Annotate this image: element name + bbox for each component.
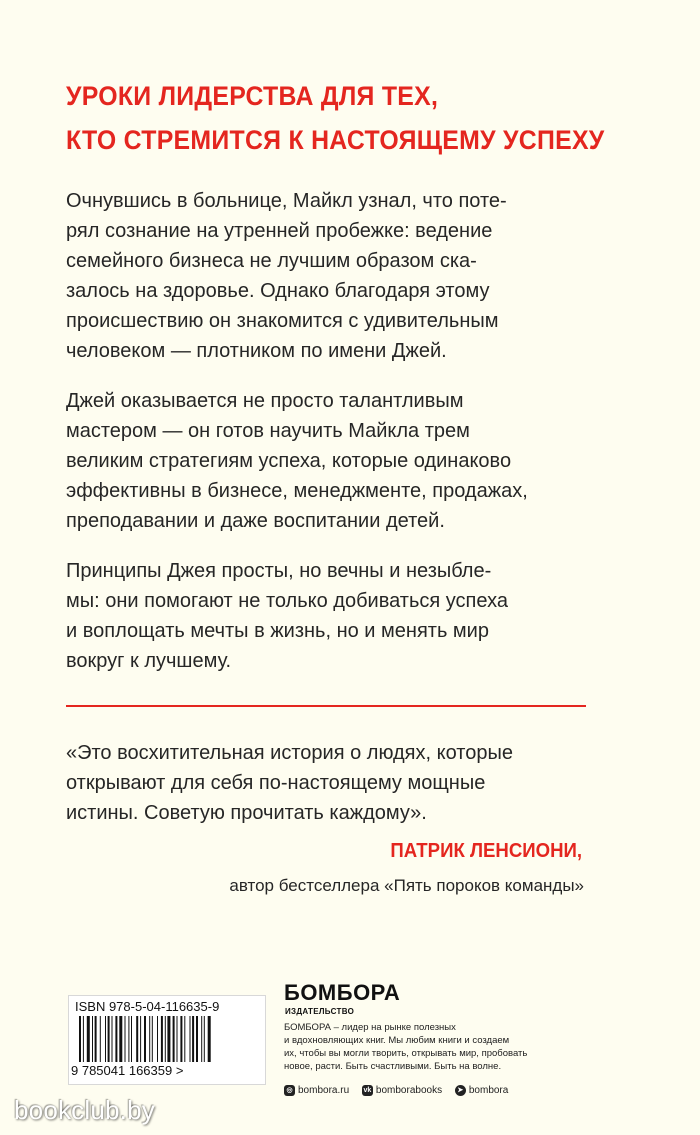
instagram-icon: ◎ — [284, 1085, 295, 1096]
barcode-digits: 9 785041 166359 > — [71, 1063, 184, 1078]
barcode-bar — [204, 1016, 205, 1062]
text-line: великим стратегиям успеха, которые одинаково — [66, 450, 512, 472]
paragraph-1 — [66, 186, 646, 366]
barcode-bar — [108, 1016, 110, 1062]
barcode-bar — [173, 1016, 175, 1062]
text-line: Очнувшись в больнице, Майкл узнал, что поте- — [66, 190, 507, 212]
barcode-bar — [208, 1016, 211, 1062]
barcode-bar — [115, 1016, 117, 1062]
barcode-bar — [128, 1016, 129, 1062]
social-link-instagram[interactable] — [284, 1085, 349, 1096]
barcode-bar — [167, 1016, 170, 1062]
text-line: преподавании и даже воспитании детей. — [66, 510, 445, 532]
barcode-bar — [140, 1016, 141, 1062]
telegram-icon: ➤ — [455, 1085, 466, 1096]
barcode-bar — [161, 1016, 163, 1062]
watermark: bookclub.by — [14, 1095, 155, 1125]
isbn-label: ISBN 978-5-04-116635-9 — [75, 999, 220, 1014]
barcode-bar — [184, 1016, 185, 1062]
barcode-bar — [131, 1016, 132, 1062]
publisher-line: и вдохновляющих книг. Мы любим книги и создаем — [284, 1035, 510, 1046]
heading-line: УРОКИ ЛИДЕРСТВА ДЛЯ ТЕХ, — [66, 81, 439, 111]
barcode-bar — [79, 1016, 81, 1062]
social-label: bombora.ru — [298, 1085, 350, 1096]
barcode-bar — [157, 1016, 158, 1062]
divider — [66, 705, 586, 707]
paragraph-3 — [66, 556, 646, 676]
paragraph-2 — [66, 386, 646, 536]
text-line: рял сознание на утренней пробежке: ведение — [66, 220, 493, 242]
text-line: и воплощать мечты в жизнь, но и менять мир — [66, 620, 489, 642]
heading-line: КТО СТРЕМИТСЯ К НАСТОЯЩЕМУ УСПЕХУ — [66, 125, 605, 155]
quote-author-description: автор бестселлера «Пять пороков команды» — [229, 876, 584, 895]
barcode-bar — [196, 1016, 198, 1062]
publisher-line: новое, расти. Быть счастливыми. Быть на волне. — [284, 1061, 502, 1072]
barcode-bar — [144, 1016, 146, 1062]
publisher-line: их, чтобы вы могли творить, открывать мир, пробовать — [284, 1048, 528, 1059]
publisher-logo-subtitle: ИЗДАТЕЛЬСТВО — [285, 1007, 355, 1016]
text-line: залось на здоровье. Однако благодаря этому — [66, 280, 490, 302]
barcode-bar — [105, 1016, 106, 1062]
barcode-bar — [112, 1016, 113, 1062]
social-label: bomborabooks — [375, 1085, 443, 1096]
barcode-bar — [192, 1016, 194, 1062]
social-links — [284, 1084, 518, 1096]
vk-icon: vk — [363, 1087, 372, 1094]
barcode-bar — [136, 1016, 138, 1062]
cover-heading — [66, 74, 618, 162]
quote-line: «Это восхитительная история о людях, которые — [66, 742, 513, 764]
quote-line: истины. Советую прочитать каждому». — [66, 802, 427, 824]
barcode-bar — [119, 1016, 122, 1062]
barcode-bar — [100, 1016, 101, 1062]
social-link-telegram[interactable] — [455, 1085, 508, 1096]
barcode-bars — [79, 1016, 255, 1062]
barcode-bar — [95, 1016, 97, 1062]
barcode-bar — [180, 1016, 182, 1062]
text-line: Джей оказывается не просто талантливым — [66, 390, 464, 412]
barcode-bar — [165, 1016, 166, 1062]
text-line: мы: они помогают не только добиваться успеха — [66, 590, 508, 612]
barcode-bar — [149, 1016, 150, 1062]
barcode-bar — [177, 1016, 178, 1062]
text-line: семейного бизнеса не лучшим образом ска- — [66, 250, 477, 272]
text-line: Принципы Джея просты, но вечны и незыбле- — [66, 560, 492, 582]
quote-author: ПАТРИК ЛЕНСИОНИ, — [390, 840, 582, 862]
publisher-description — [284, 1021, 584, 1073]
barcode-bar — [201, 1016, 202, 1062]
barcode — [68, 995, 266, 1085]
text-line: человеком — плотником по имени Джей. — [66, 340, 447, 362]
barcode-bar — [125, 1016, 126, 1062]
publisher-logo: БОМБОРА — [284, 980, 401, 1005]
barcode-bar — [190, 1016, 191, 1062]
barcode-bar — [152, 1016, 153, 1062]
text-line: эффективны в бизнесе, менеджменте, продажах, — [66, 480, 528, 502]
social-label: bombora — [468, 1085, 509, 1096]
quote-line: открывают для себя по-настоящему мощные — [66, 772, 486, 794]
social-link-vk[interactable] — [362, 1085, 442, 1096]
text-line: вокруг к лучшему. — [66, 650, 232, 672]
text-line: происшествию он знакомится с удивительным — [66, 310, 499, 332]
text-line: мастером — он готов научить Майкла трем — [66, 420, 470, 442]
barcode-bar — [92, 1016, 93, 1062]
quote-block — [66, 738, 646, 828]
publisher-line: БОМБОРА – лидер на рынке полезных — [284, 1022, 456, 1033]
barcode-bar — [87, 1016, 90, 1062]
barcode-bar — [83, 1016, 84, 1062]
